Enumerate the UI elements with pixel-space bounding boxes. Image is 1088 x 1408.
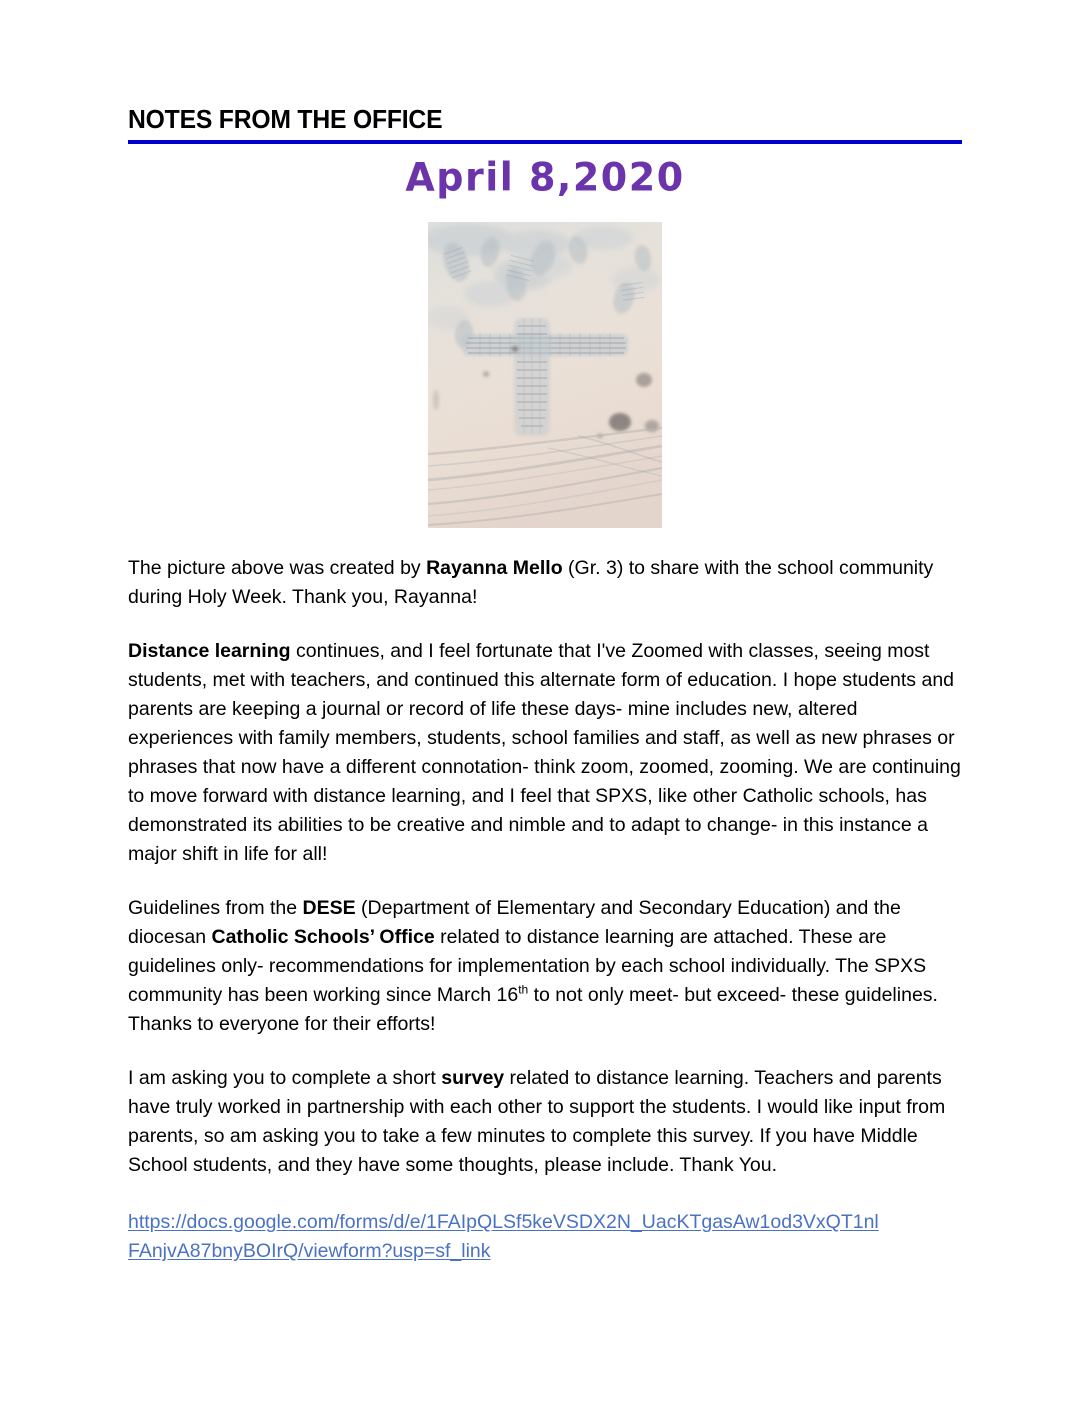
p1-student-name: Rayanna Mello — [426, 557, 563, 579]
paragraph-distance-learning — [128, 637, 962, 869]
body-text — [128, 554, 962, 1180]
paragraph-guidelines — [128, 894, 962, 1039]
survey-link-line-1[interactable]: https://docs.google.com/forms/d/e/1FAIpQLSf5keVSDX2N_UacKTgasAw1od3VxQT1nl — [128, 1211, 879, 1233]
p3-cso-bold: Catholic Schools’ Office — [211, 926, 435, 948]
document-content — [128, 104, 962, 1266]
p3-text-3: related to distance learning are attached. These are guidelines only- recommendations for implementation by each school individually. The SPXS community has been working since March 16 — [128, 926, 927, 1006]
p2-lead-bold: Distance learning — [128, 640, 291, 662]
p3-ordinal-suffix: th — [518, 982, 529, 997]
p4-survey-bold: survey — [441, 1067, 505, 1089]
p4-text-1: I am asking you to complete a short — [128, 1067, 442, 1089]
p3-dese-bold: DESE — [302, 897, 356, 919]
document-date: April 8,2020 — [405, 154, 685, 200]
page-title: NOTES FROM THE OFFICE — [128, 104, 443, 134]
p1-text-1: The picture above was created by — [128, 557, 427, 579]
survey-link-line-2[interactable]: FAnjvA87bnyBOIrQ/viewform?usp=sf_link — [128, 1240, 491, 1262]
sand-cross-illustration — [428, 222, 662, 528]
date-line — [128, 154, 962, 200]
p1-text-2: (Gr. 3) to share with the school community during Holy Week. Thank you, Rayanna! — [128, 557, 934, 608]
p4-text-2: related to distance learning. Teachers and parents have truly worked in partnership with each other to support the students. I would like input from parents, so am asking you to take a few minutes to complete this survey. If you have Middle School students, and they have some thoughts, please include. Thank You. — [128, 1067, 946, 1176]
sand-cross-photo — [428, 222, 662, 528]
p3-text-1: Guidelines from the — [128, 897, 303, 919]
paragraph-picture-credit — [128, 554, 962, 612]
survey-form-link[interactable] — [128, 1208, 988, 1266]
survey-link-block — [128, 1208, 988, 1266]
photo-container — [128, 222, 962, 528]
p3-text-4: to not only meet- but exceed- these guidelines. Thanks to everyone for their efforts! — [128, 984, 938, 1035]
p2-text-1: continues, and I feel fortunate that I've Zoomed with classes, seeing most students, met with teachers, and continued this alternate form of education. I hope students and parents are keeping a journal or record of life these days- mine includes new, altered experiences with family members, students, school families and staff, as well as new phrases or phrases that now have a different connotation- think zoom, zoomed, zooming. We are continuing to move forward with distance learning, and I feel that SPXS, like other Catholic schools, has demonstrated its abilities to be creative and nimble and to adapt to change- in this instance a major shift in life for all! — [128, 640, 961, 865]
title-divider-rule — [128, 140, 962, 144]
p3-text-2: (Department of Elementary and Secondary Education) and the diocesan — [128, 897, 901, 948]
paragraph-survey-request — [128, 1064, 962, 1180]
